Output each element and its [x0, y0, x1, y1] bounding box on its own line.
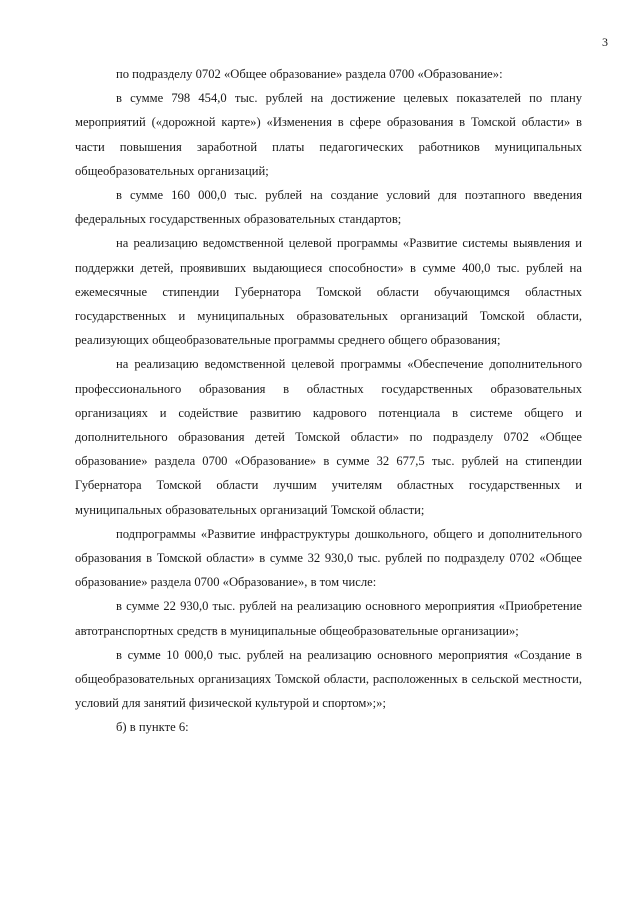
- paragraph: в сумме 22 930,0 тыс. рублей на реализацию основного мероприятия «Приобретение автотранспортных средств в муниципальные общеобразовательные организации»;: [75, 599, 582, 638]
- document-body: [75, 62, 582, 740]
- paragraph: в сумме 160 000,0 тыс. рублей на создание условий для поэтапного введения федеральных государственных образовательных стандартов;: [75, 188, 582, 227]
- page-number: 3: [602, 35, 608, 49]
- paragraph: б) в пункте 6:: [116, 720, 189, 735]
- paragraph: в сумме 798 454,0 тыс. рублей на достижение целевых показателей по плану мероприятий («дорожной карте») «Изменения в сфере образования в Томской области» в части повышения заработной платы педагогических работников муниципальных общеобразовательных организаций;: [75, 91, 582, 178]
- paragraph: в сумме 10 000,0 тыс. рублей на реализацию основного мероприятия «Создание в общеобразовательных организациях Томской области, расположенных в сельской местности, условий для занятий физической культурой и спортом»;»;: [75, 647, 582, 711]
- paragraph: на реализацию ведомственной целевой программы «Развитие системы выявления и поддержки детей, проявивших выдающиеся способности» в сумме 400,0 тыс. рублей на ежемесячные стипендии Губернатора Томской области обучающимся областных государственных и муниципальных образовательных организаций Томской области, реализующих общеобразовательные программы среднего общего образования;: [75, 236, 582, 348]
- paragraph: по подразделу 0702 «Общее образование» раздела 0700 «Образование»:: [116, 67, 503, 81]
- paragraph: подпрограммы «Развитие инфраструктуры дошкольного, общего и дополнительного образования в Томской области» в сумме 32 930,0 тыс. рублей по подразделу 0702 «Общее образование» раздела 0700 «Образование», в том числе:: [75, 526, 582, 590]
- paragraph: на реализацию ведомственной целевой программы «Обеспечение дополнительного профессионального образования в областных государственных образовательных организациях и содействие развитию кадрового потенциала в системе общего и дополнительного образования детей Томской области» по подразделу 0702 «Общее образование» раздела 0700 «Образование» в сумме 32 677,5 тыс. рублей на стипендии Губернатора Томской области лучшим учителям областных государственных и муниципальных образовательных организаций Томской области;: [75, 357, 582, 517]
